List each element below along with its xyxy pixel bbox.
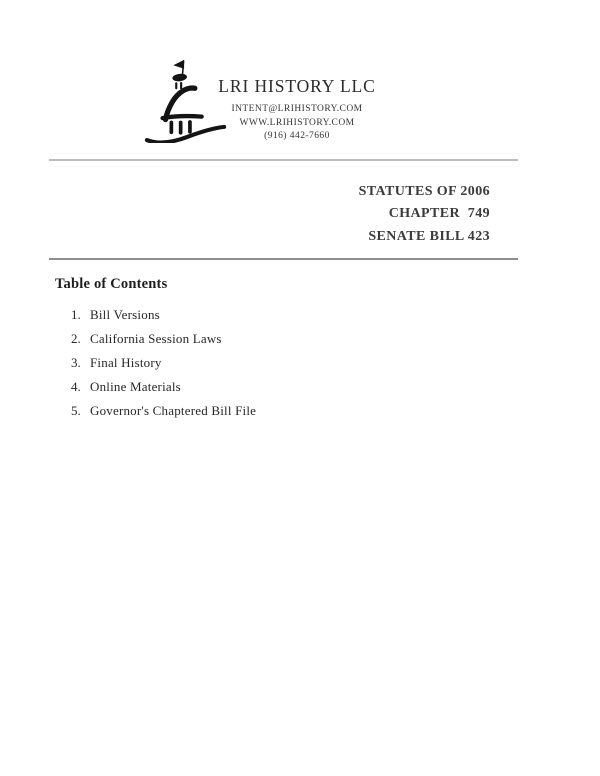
- bill-reference-block: [359, 181, 490, 248]
- toc-item-number: 2.: [71, 331, 81, 346]
- top-divider-rule: [49, 159, 518, 161]
- toc-item-number: 4.: [71, 379, 81, 394]
- toc-item-label: Bill Versions: [90, 307, 160, 322]
- letterhead: [167, 76, 427, 144]
- toc-item-california-session-laws: [71, 331, 256, 355]
- toc-list: [71, 307, 256, 427]
- toc-item-bill-versions: [71, 307, 256, 331]
- toc-item-label: California Session Laws: [90, 331, 222, 346]
- toc-item-governors-chaptered-bill-file: [71, 403, 256, 427]
- toc-item-label: Governor's Chaptered Bill File: [90, 403, 257, 418]
- toc-heading: Table of Contents: [55, 276, 168, 292]
- toc-item-number: 5.: [71, 403, 81, 418]
- company-name: LRI HISTORY LLC: [218, 76, 376, 96]
- toc-item-label: Online Materials: [90, 379, 181, 394]
- toc-item-final-history: [71, 355, 256, 379]
- statutes-line: STATUTES OF 2006: [358, 184, 490, 199]
- toc-item-label: Final History: [90, 355, 162, 370]
- toc-item-online-materials: [71, 379, 256, 403]
- toc-item-number: 3.: [71, 355, 81, 370]
- senate-bill-line: SENATE BILL 423: [368, 228, 490, 244]
- company-email: INTENT@LRIHISTORY.COM: [231, 104, 363, 114]
- toc-item-number: 1.: [71, 307, 81, 322]
- company-website: WWW.LRIHISTORY.COM: [239, 117, 355, 128]
- chapter-line: CHAPTER 749: [388, 206, 490, 222]
- company-phone: (916) 442-7660: [264, 131, 330, 142]
- bottom-divider-rule: [49, 258, 518, 260]
